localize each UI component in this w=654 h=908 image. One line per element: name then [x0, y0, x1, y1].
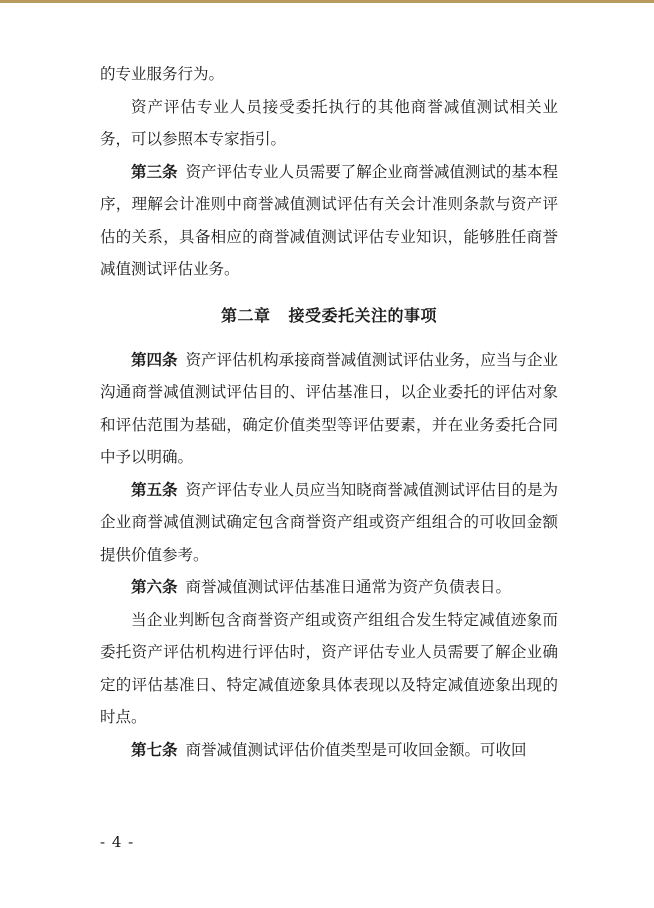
article-number: 第五条 [131, 480, 178, 499]
article-number: 第三条 [131, 162, 178, 181]
chapter-title: 接受委托关注的事项 [288, 305, 438, 325]
paragraph-text: 商誉减值测试评估价值类型是可收回金额。可收回 [185, 740, 527, 759]
article-3 [100, 156, 558, 286]
header-rule [0, 0, 654, 3]
paragraph [100, 58, 558, 91]
page-number: - 4 - [100, 833, 135, 851]
paragraph-text: 资产评估机构承接商誉减值测试评估业务，应当与企业沟通商誉减值测试评估目的、评估基准日，以企业委托的评估对象和评估范围为基础，确定价值类型等评估要素，并在业务委托合同中予以明确。 [100, 350, 558, 466]
paragraph-text: 资产评估专业人员需要了解企业商誉减值测试的基本程序，理解会计准则中商誉减值测试评估有关会计准则条款与资产评估的关系，具备相应的商誉减值测试评估专业知识，能够胜任商誉减值测试评估业务。 [100, 162, 558, 278]
document-body [100, 58, 558, 766]
article-number: 第四条 [131, 350, 178, 369]
paragraph [100, 91, 558, 156]
article-5 [100, 474, 558, 572]
article-4 [100, 344, 558, 474]
paragraph-text: 的专业服务行为。 [100, 65, 225, 83]
paragraph-text: 资产评估专业人员接受委托执行的其他商誉减值测试相关业务，可以参照本专家指引。 [100, 97, 558, 148]
paragraph [100, 604, 558, 734]
paragraph-text: 资产评估专业人员应当知晓商誉减值测试评估目的是为企业商誉减值测试确定包含商誉资产组或资产组组合的可收回金额提供价值参考。 [100, 480, 558, 564]
article-7 [100, 734, 558, 767]
article-6 [100, 571, 558, 604]
paragraph-text: 商誉减值测试评估基准日通常为资产负债表日。 [185, 578, 512, 596]
paragraph-text: 当企业判断包含商誉资产组或资产组组合发生特定减值迹象而委托资产评估机构进行评估时，资产评估专业人员需要了解企业确定的评估基准日、特定减值迹象具体表现以及特定减值迹象出现的时点。 [100, 610, 558, 726]
chapter-heading [100, 300, 558, 332]
article-number: 第六条 [131, 578, 178, 596]
chapter-number: 第二章 [220, 305, 271, 325]
article-number: 第七条 [131, 740, 178, 759]
